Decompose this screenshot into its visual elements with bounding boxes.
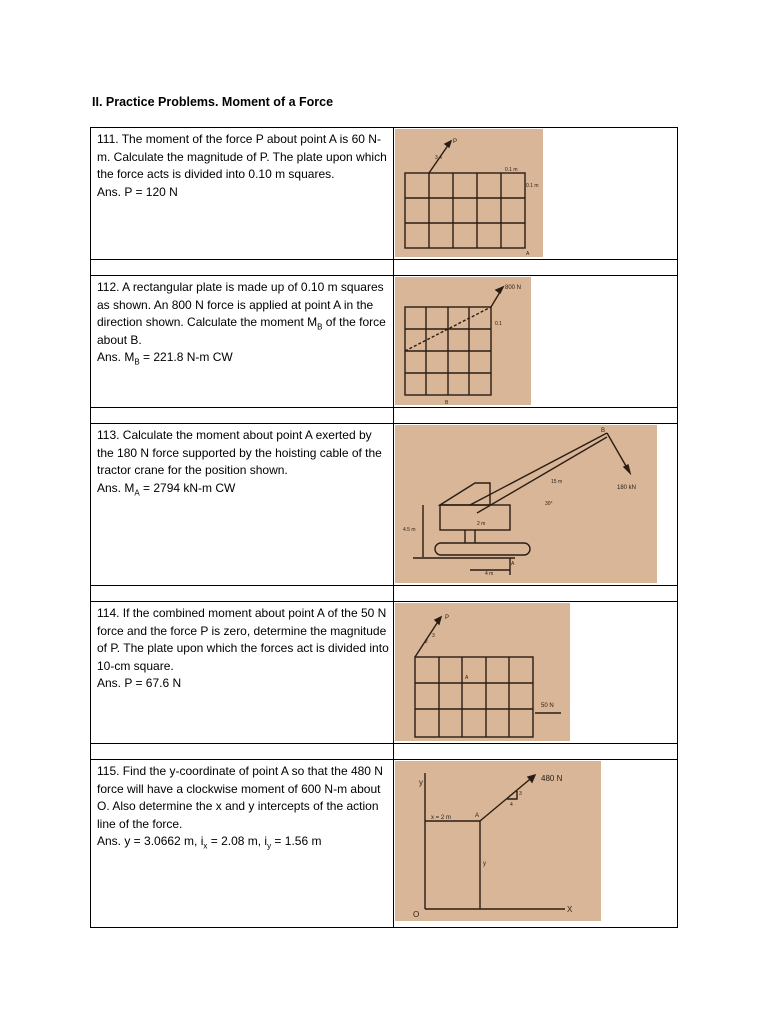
problem-answer: Ans. $M_B = 221.8$ N-m CW (97, 350, 233, 367)
rise-label: 3 (432, 633, 435, 639)
problem-statement: 112. A rectangular plate is made up of 0.10 m squares as shown. An 800 N force is applied at point A in the direction shown. Calculate the moment $M_B$ of the force about B. (97, 280, 386, 347)
grid-width-label: 0.1 m (505, 167, 518, 173)
problem-figure-cell (394, 128, 678, 260)
problem-statement: 111. The moment of the force P about point A is 60 N-m. Calculate the magnitude of P. The plate upon which the force acts is divided into 0.10 m squares. (97, 132, 387, 182)
problem-text-cell (91, 602, 394, 744)
crane-diagram (395, 425, 657, 583)
grid-label: 0.1 (495, 321, 502, 327)
force-label: 180 kN (617, 485, 637, 491)
problem-text-cell (91, 760, 394, 928)
plate-grid-diagram (395, 603, 570, 741)
problem-row-113 (91, 424, 678, 586)
slope-label: 3 4 (435, 155, 442, 161)
problem-figure-cell (394, 424, 678, 586)
point-b-label: B (445, 400, 449, 405)
problem-row-115 (91, 760, 678, 928)
problem-figure-cell (394, 276, 678, 408)
problem-111-figure (395, 129, 543, 257)
force-label: P (453, 139, 458, 145)
x-axis-label: X (567, 905, 573, 914)
point-a-label: A (526, 251, 530, 257)
problem-115-figure (395, 761, 601, 921)
y-dimension-label: y (483, 861, 486, 867)
section-title: II. Practice Problems. Moment of a Force (92, 95, 334, 109)
boom-length-label: 15 m (551, 479, 563, 485)
spacer-row (91, 408, 678, 424)
force-label: 800 N (505, 285, 522, 291)
problem-text-cell (91, 424, 394, 586)
y-axis-label: y (419, 778, 423, 787)
base-label: 4 m (485, 571, 494, 577)
problem-text-cell (91, 128, 394, 260)
offset-label: 2 m (477, 521, 486, 527)
problems-table (90, 127, 678, 928)
x-distance-label: x = 2 m (431, 815, 451, 821)
problem-figure-cell (394, 602, 678, 744)
grid-height-label: 0.1 m (526, 183, 539, 189)
problem-figure-cell (394, 760, 678, 928)
problem-113-figure (395, 425, 657, 583)
problem-statement: 113. Calculate the moment about point A exerted by the 180 N force supported by the hoisting cable of the tractor crane for the position shown. (97, 428, 382, 478)
problem-answer: Ans. P = 67.6 N (97, 676, 182, 691)
height-label: 4.5 m (403, 527, 416, 533)
force-label: 480 N (541, 774, 563, 783)
problem-statement: 115. Find the y-coordinate of point A so that the 480 N force will have a clockwise moment of 600 N-m about O. Also determine the x and y intercepts of the action line of the force. (97, 764, 383, 831)
force-50n-label: 50 N (541, 703, 554, 709)
run-label: 4 (510, 802, 513, 808)
run-label: 2 (425, 639, 428, 645)
problem-answer: Ans. y = 3.0662 m, $i_x = 2.08$ m, $i_y = 1.56$ m (97, 834, 322, 851)
spacer-row (91, 586, 678, 602)
angle-label: 30° (545, 501, 553, 507)
spacer-row (91, 260, 678, 276)
force-p-label: P (445, 615, 450, 621)
problem-statement: 114. If the combined moment about point A of the 50 N force and the force P is zero, determine the magnitude of P. The plate upon which the forces act is divided into 10-cm square. (97, 606, 389, 673)
point-a-label: A (475, 813, 480, 819)
point-a-label: A (465, 675, 469, 681)
point-b-label: B (601, 428, 606, 434)
plate-grid-diagram (395, 129, 543, 257)
coordinate-diagram (395, 761, 601, 921)
problem-text-cell (91, 276, 394, 408)
problem-answer: Ans. P = 120 N (97, 184, 178, 199)
problem-row-112 (91, 276, 678, 408)
problem-114-figure (395, 603, 570, 741)
spacer-row (91, 744, 678, 760)
problem-112-figure (395, 277, 531, 405)
plate-grid-diagram (395, 277, 531, 405)
problem-answer: Ans. $M_A = 2794$ kN-m CW (97, 480, 236, 498)
problem-row-111 (91, 128, 678, 260)
problem-row-114 (91, 602, 678, 744)
origin-label: O (413, 910, 420, 919)
rise-label: 3 (519, 791, 522, 797)
point-a-label: A (511, 561, 515, 567)
